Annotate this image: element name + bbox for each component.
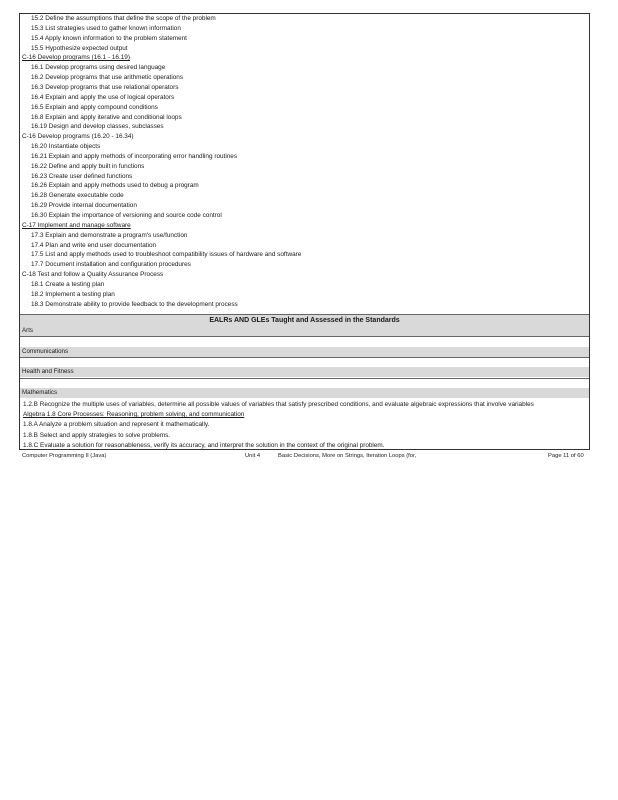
competency-item: 16.1 Develop programs using desired language	[31, 64, 166, 72]
competency-heading: C-18 Test and follow a Quality Assurance Process	[22, 271, 164, 279]
competency-item: 16.4 Explain and apply the use of logical operators	[31, 93, 175, 101]
footer-page: Page 11 of 60	[548, 453, 584, 459]
math-heading: Algebra 1.8 Core Processes: Reasoning, problem solving, and communication	[23, 411, 245, 419]
competency-item: 17.7 Document installation and configuration procedures	[31, 261, 191, 269]
competency-item: 18.1 Create a testing plan	[31, 280, 105, 288]
math-item: 1.2.B Recognize the multiple uses of variables, determine all possible values of variables that satisfy prescribed conditions, and evaluate algebraic expressions that involve variables	[23, 401, 534, 408]
competency-item: 17.3 Explain and demonstrate a program's use/function	[31, 231, 188, 239]
competency-item: 16.21 Explain and apply methods of incorporating error handling routines	[31, 152, 238, 160]
section-title: EALRs AND GLEs Taught and Assessed in the Standards	[20, 314, 589, 327]
competency-item: 16.22 Define and apply built in functions	[31, 162, 145, 170]
band-mathematics: Mathematics	[20, 388, 589, 398]
footer-course: Computer Programming II (Java)	[22, 453, 107, 459]
competency-item: 18.3 Demonstrate ability to provide feedback to the development process	[31, 300, 238, 308]
competency-item: 16.20 Instantiate objects	[31, 143, 101, 151]
footer-unit-title: Basic Decisions, More on Strings, Iteration Loops (for,	[278, 453, 417, 459]
competency-item: 16.30 Explain the importance of versioning and source code control	[31, 212, 222, 219]
divider	[20, 357, 589, 358]
competency-item: 16.8 Explain and apply iterative and conditional loops	[31, 113, 182, 121]
competency-item: 16.29 Provide internal documentation	[31, 202, 137, 210]
band-arts: Arts	[20, 326, 589, 336]
competency-item: 16.26 Explain and apply methods used to debug a program	[31, 182, 199, 190]
competency-item: 16.19 Design and develop classes, subclasses	[31, 123, 164, 131]
competency-heading: C-16 Develop programs (16.20 - 16.34)	[22, 133, 134, 141]
math-item: 1.8.B Select and apply strategies to solve problems.	[23, 431, 171, 439]
footer-unit: Unit 4	[245, 453, 261, 459]
competency-heading: C-16 Develop programs (16.1 - 16.19)	[22, 54, 130, 62]
band-communications: Communications	[20, 347, 589, 357]
competency-item: 15.2 Define the assumptions that define the scope of the problem	[31, 15, 216, 22]
competency-item: 16.28 Generate executable code	[31, 192, 124, 200]
math-item: 1.8.C Evaluate a solution for reasonableness, verify its accuracy, and interpret the solution in the context of the original problem.	[23, 441, 385, 449]
math-item: 1.8.A Analyze a problem situation and represent it mathematically.	[23, 421, 210, 429]
divider	[20, 378, 589, 379]
competency-item: 17.4 Plan and write end user documentation	[31, 241, 157, 249]
competency-item: 15.3 List strategies used to gather known information	[31, 24, 181, 32]
competency-item: 15.4 Apply known information to the problem statement	[31, 34, 187, 42]
competency-item: 16.2 Develop programs that use arithmetic operations	[31, 74, 184, 82]
band-health-fitness: Health and Fitness	[20, 367, 589, 377]
competency-item: 16.5 Explain and apply compound conditions	[31, 103, 158, 111]
competency-item: 16.3 Develop programs that use relational operators	[31, 83, 179, 91]
competency-item: 17.5 List and apply methods used to troubleshoot compatibility issues of hardware and software	[31, 251, 302, 259]
competency-heading: C-17 Implement and manage software	[22, 221, 131, 229]
competency-item: 18.2 Implement a testing plan	[31, 290, 115, 298]
divider	[20, 336, 589, 337]
competency-item: 15.5 Hypothesize expected output	[31, 44, 128, 52]
standards-table	[19, 13, 590, 450]
competency-item: 16.23 Create user defined functions	[31, 172, 133, 180]
